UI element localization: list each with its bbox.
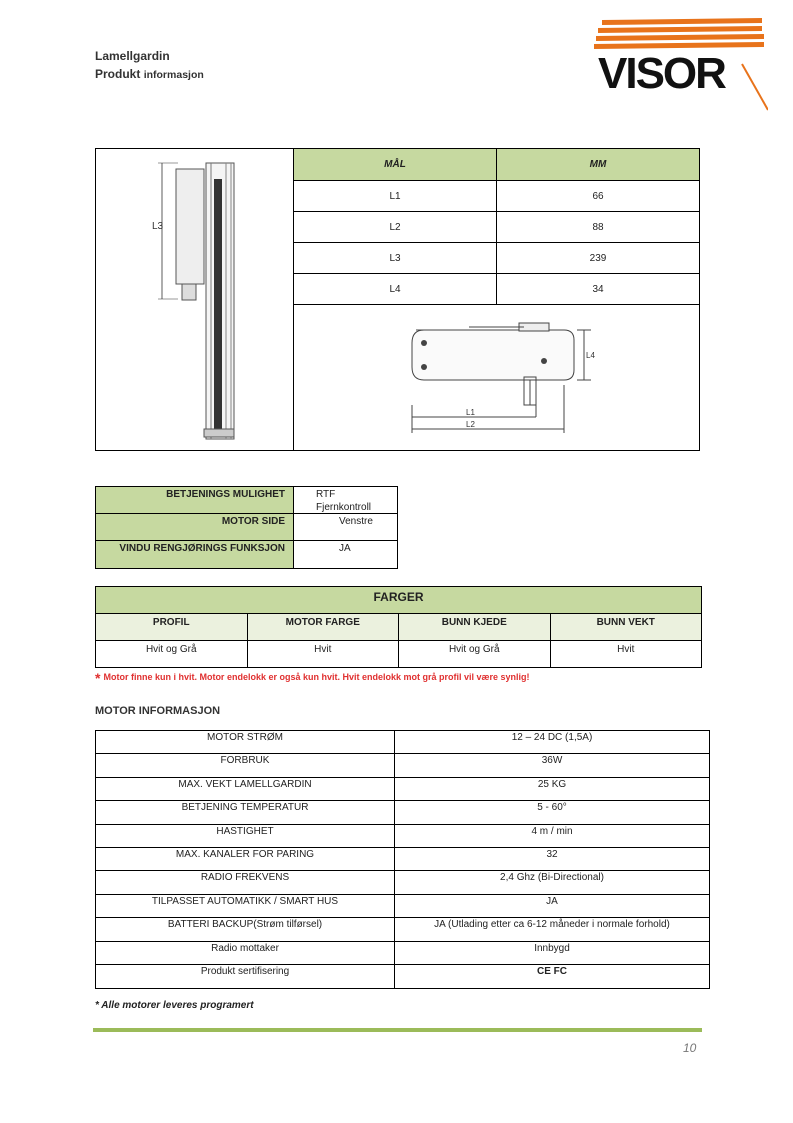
motor-info-title: MOTOR INFORMASJON	[95, 705, 221, 717]
dims-header-row	[294, 149, 699, 181]
table-row: TILPASSET AUTOMATIKK / SMART HUS JA	[96, 895, 709, 918]
svg-text:L4: L4	[586, 351, 595, 360]
table-row: L4 34	[294, 274, 699, 305]
table-row: BETJENINGS MULIGHET RTF Fjernkontroll	[96, 487, 397, 514]
col-mal: MÅL	[294, 149, 497, 180]
motor-top-drawing	[294, 305, 699, 450]
side-profile-drawing	[96, 149, 294, 450]
colors-table	[95, 586, 702, 668]
l3-label: L3	[152, 221, 164, 232]
header-subtitle: Produkt informasjon	[95, 67, 204, 81]
visor-logo	[592, 14, 768, 114]
colors-header-row: PROFIL MOTOR FARGE BUNN KJEDE BUNN VEKT	[96, 614, 701, 641]
table-row: BATTERI BACKUP(Strøm tilførsel) JA (Utlading etter ca 6-12 måneder i normale forhold)	[96, 918, 709, 941]
header-title: Lamellgardin	[95, 49, 170, 63]
table-row: L2 88	[294, 212, 699, 243]
certification-marks: CE FC	[537, 965, 567, 977]
table-row: Radio mottaker Innbygd	[96, 942, 709, 965]
operation-table	[95, 486, 398, 569]
table-row: Hvit og Grå Hvit Hvit og Grå Hvit	[96, 641, 701, 667]
table-row: MAX. KANALER FOR PARING 32	[96, 848, 709, 871]
dimensions-table	[95, 148, 700, 451]
svg-text:VISOR: VISOR	[598, 49, 725, 98]
table-row: L3 239	[294, 243, 699, 274]
table-row: FORBRUK 36W	[96, 754, 709, 777]
table-row: HASTIGHET 4 m / min	[96, 825, 709, 848]
colors-title: FARGER	[96, 587, 701, 614]
table-row: RADIO FREKVENS 2,4 Ghz (Bi-Directional)	[96, 871, 709, 894]
table-row: MOTOR SIDE Venstre	[96, 514, 397, 541]
svg-text:L2: L2	[466, 420, 475, 429]
table-row: MOTOR STRØM 12 – 24 DC (1,5A)	[96, 731, 709, 754]
svg-text:L1: L1	[466, 408, 475, 417]
page-number: 10	[683, 1041, 697, 1055]
dimensions-grid	[294, 149, 699, 305]
warning-note: * Motor finne kun i hvit. Motor endelokk er også kun hvit. Hvit endelokk mot grå profil vil være synlig!	[95, 670, 530, 686]
table-row: BETJENING TEMPERATUR 5 - 60°	[96, 801, 709, 824]
table-row: Produkt sertifisering CE FC	[96, 965, 709, 988]
footnote: * Alle motorer leveres programert	[95, 1000, 254, 1011]
table-row: VINDU RENGJØRINGS FUNKSJON JA	[96, 541, 397, 568]
table-row: MAX. VEKT LAMELLGARDIN 25 KG	[96, 778, 709, 801]
col-mm: MM	[589, 159, 607, 170]
page-header	[95, 47, 204, 84]
table-row: L1 66	[294, 181, 699, 212]
footer-divider	[93, 1028, 702, 1032]
motor-info-table	[95, 730, 710, 989]
